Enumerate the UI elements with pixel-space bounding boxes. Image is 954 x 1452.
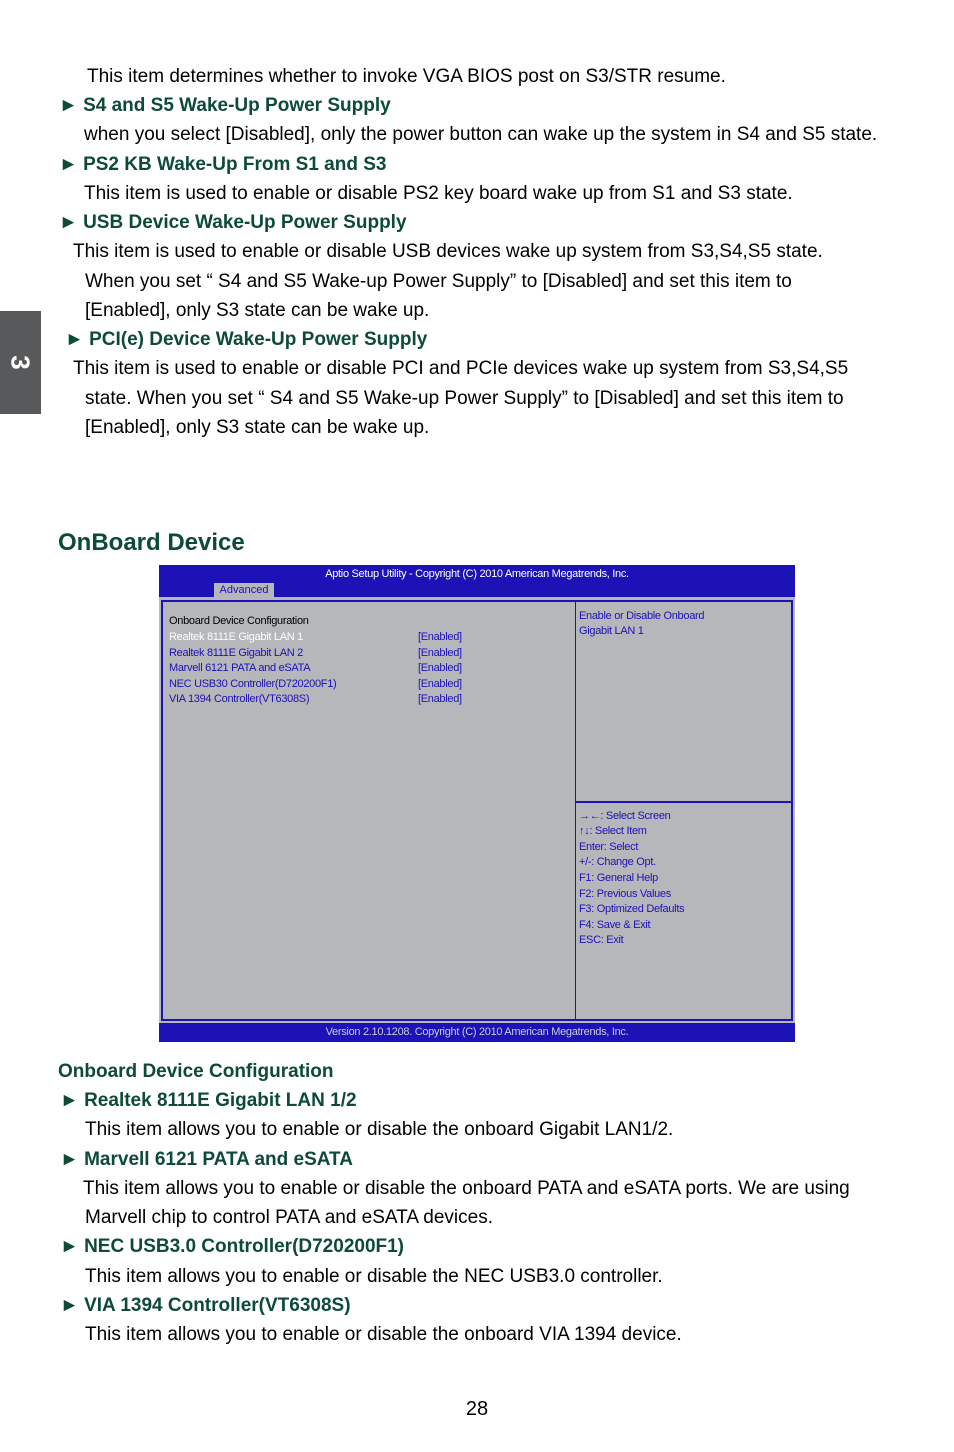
bios-help-line-1: Enable or Disable Onboard xyxy=(579,610,705,622)
bios-value-marvell[interactable]: [Enabled] xyxy=(418,662,462,674)
bios-key-select-screen xyxy=(579,809,671,824)
bios-footer: Version 2.10.1208. Copyright (C) 2010 American Megatrends, Inc. xyxy=(159,1023,795,1042)
item-text-s4s5: when you select [Disabled], only the power button can wake up the system in S4 and S5 state. xyxy=(84,124,878,145)
left-right-arrows-icon: →← xyxy=(579,810,601,822)
bios-value-lan2[interactable]: [Enabled] xyxy=(418,647,462,659)
key-text: : Select Item xyxy=(589,825,647,837)
item-heading-s4s5: ► S4 and S5 Wake-Up Power Supply xyxy=(59,95,391,116)
item-text-pcie-2: state. When you set “ S4 and S5 Wake-up Power Supply” to [Disabled] and set this item to xyxy=(85,388,844,409)
bios-key-f3: F3: Optimized Defaults xyxy=(579,903,685,915)
item-text-pcie-1: This item is used to enable or disable PCI and PCIe devices wake up system from S3,S4,S5 xyxy=(73,358,849,379)
item-text-usb-3: [Enabled], only S3 state can be wake up. xyxy=(85,300,430,321)
bios-key-f1: F1: General Help xyxy=(579,872,658,884)
key-text: : Select Screen xyxy=(600,810,671,822)
chapter-number: 3 xyxy=(6,355,36,370)
up-down-arrows-icon: ↑↓ xyxy=(579,825,590,837)
item-heading-pcie: ► PCI(e) Device Wake-Up Power Supply xyxy=(65,329,428,350)
bios-key-f4: F4: Save & Exit xyxy=(579,919,651,931)
bios-item-lan1[interactable]: Realtek 8111E Gigabit LAN 1 xyxy=(169,631,303,643)
tab-advanced[interactable]: Advanced xyxy=(214,583,274,597)
item-heading-ps2: ► PS2 KB Wake-Up From S1 and S3 xyxy=(59,154,387,175)
bios-item-marvell[interactable]: Marvell 6121 PATA and eSATA xyxy=(169,662,311,674)
item-text-usb-1: This item is used to enable or disable USB devices wake up system from S3,S4,S5 state. xyxy=(73,241,823,262)
bios-divider xyxy=(575,600,576,1021)
config-item-text-marvell-1: This item allows you to enable or disable the onboard PATA and eSATA ports. We are using xyxy=(83,1178,850,1199)
bios-item-nec-usb[interactable]: NEC USB30 Controller(D720200F1) xyxy=(169,678,337,690)
bios-key-enter: Enter: Select xyxy=(579,841,639,853)
config-item-text-marvell-2: Marvell chip to control PATA and eSATA devices. xyxy=(85,1207,493,1228)
bios-group-label: Onboard Device Configuration xyxy=(169,615,309,627)
bios-screenshot xyxy=(159,565,795,1042)
bios-item-via1394[interactable]: VIA 1394 Controller(VT6308S) xyxy=(169,693,310,705)
bios-value-via1394[interactable]: [Enabled] xyxy=(418,693,462,705)
bios-key-esc: ESC: Exit xyxy=(579,934,624,946)
bios-value-nec-usb[interactable]: [Enabled] xyxy=(418,678,462,690)
bios-value-lan1[interactable]: [Enabled] xyxy=(418,631,462,643)
bios-header xyxy=(159,565,795,597)
chapter-tab xyxy=(0,311,41,414)
page-number: 28 xyxy=(465,1398,489,1420)
bios-item-lan2[interactable]: Realtek 8111E Gigabit LAN 2 xyxy=(169,647,303,659)
bios-key-f2: F2: Previous Values xyxy=(579,888,671,900)
config-item-heading-nec: ► NEC USB3.0 Controller(D720200F1) xyxy=(60,1236,405,1257)
bios-key-change: +/-: Change Opt. xyxy=(579,856,656,868)
item-text-pcie-3: [Enabled], only S3 state can be wake up. xyxy=(85,417,430,438)
config-item-heading-marvell: ► Marvell 6121 PATA and eSATA xyxy=(60,1149,353,1170)
vga-description: This item determines whether to invoke VGA BIOS post on S3/STR resume. xyxy=(87,66,726,87)
config-item-text-lan: This item allows you to enable or disable the onboard Gigabit LAN1/2. xyxy=(85,1119,674,1140)
config-item-text-via: This item allows you to enable or disable the onboard VIA 1394 device. xyxy=(85,1324,682,1345)
bios-title: Aptio Setup Utility - Copyright (C) 2010 American Megatrends, Inc. xyxy=(325,568,629,580)
section-title: OnBoard Device xyxy=(58,529,245,556)
item-text-ps2: This item is used to enable or disable PS2 key board wake up from S1 and S3 state. xyxy=(84,183,793,204)
item-heading-usb: ► USB Device Wake-Up Power Supply xyxy=(59,212,407,233)
config-heading: Onboard Device Configuration xyxy=(58,1061,334,1082)
config-item-heading-via: ► VIA 1394 Controller(VT6308S) xyxy=(60,1295,351,1316)
item-text-usb-2: When you set “ S4 and S5 Wake-up Power Supply” to [Disabled] and set this item to xyxy=(85,271,792,292)
bios-key-select-item xyxy=(579,824,647,839)
bios-help-divider xyxy=(576,801,792,803)
config-item-text-nec: This item allows you to enable or disable the NEC USB3.0 controller. xyxy=(85,1266,663,1287)
config-item-heading-lan: ► Realtek 8111E Gigabit LAN 1/2 xyxy=(60,1090,357,1111)
bios-help-line-2: Gigabit LAN 1 xyxy=(579,625,644,637)
